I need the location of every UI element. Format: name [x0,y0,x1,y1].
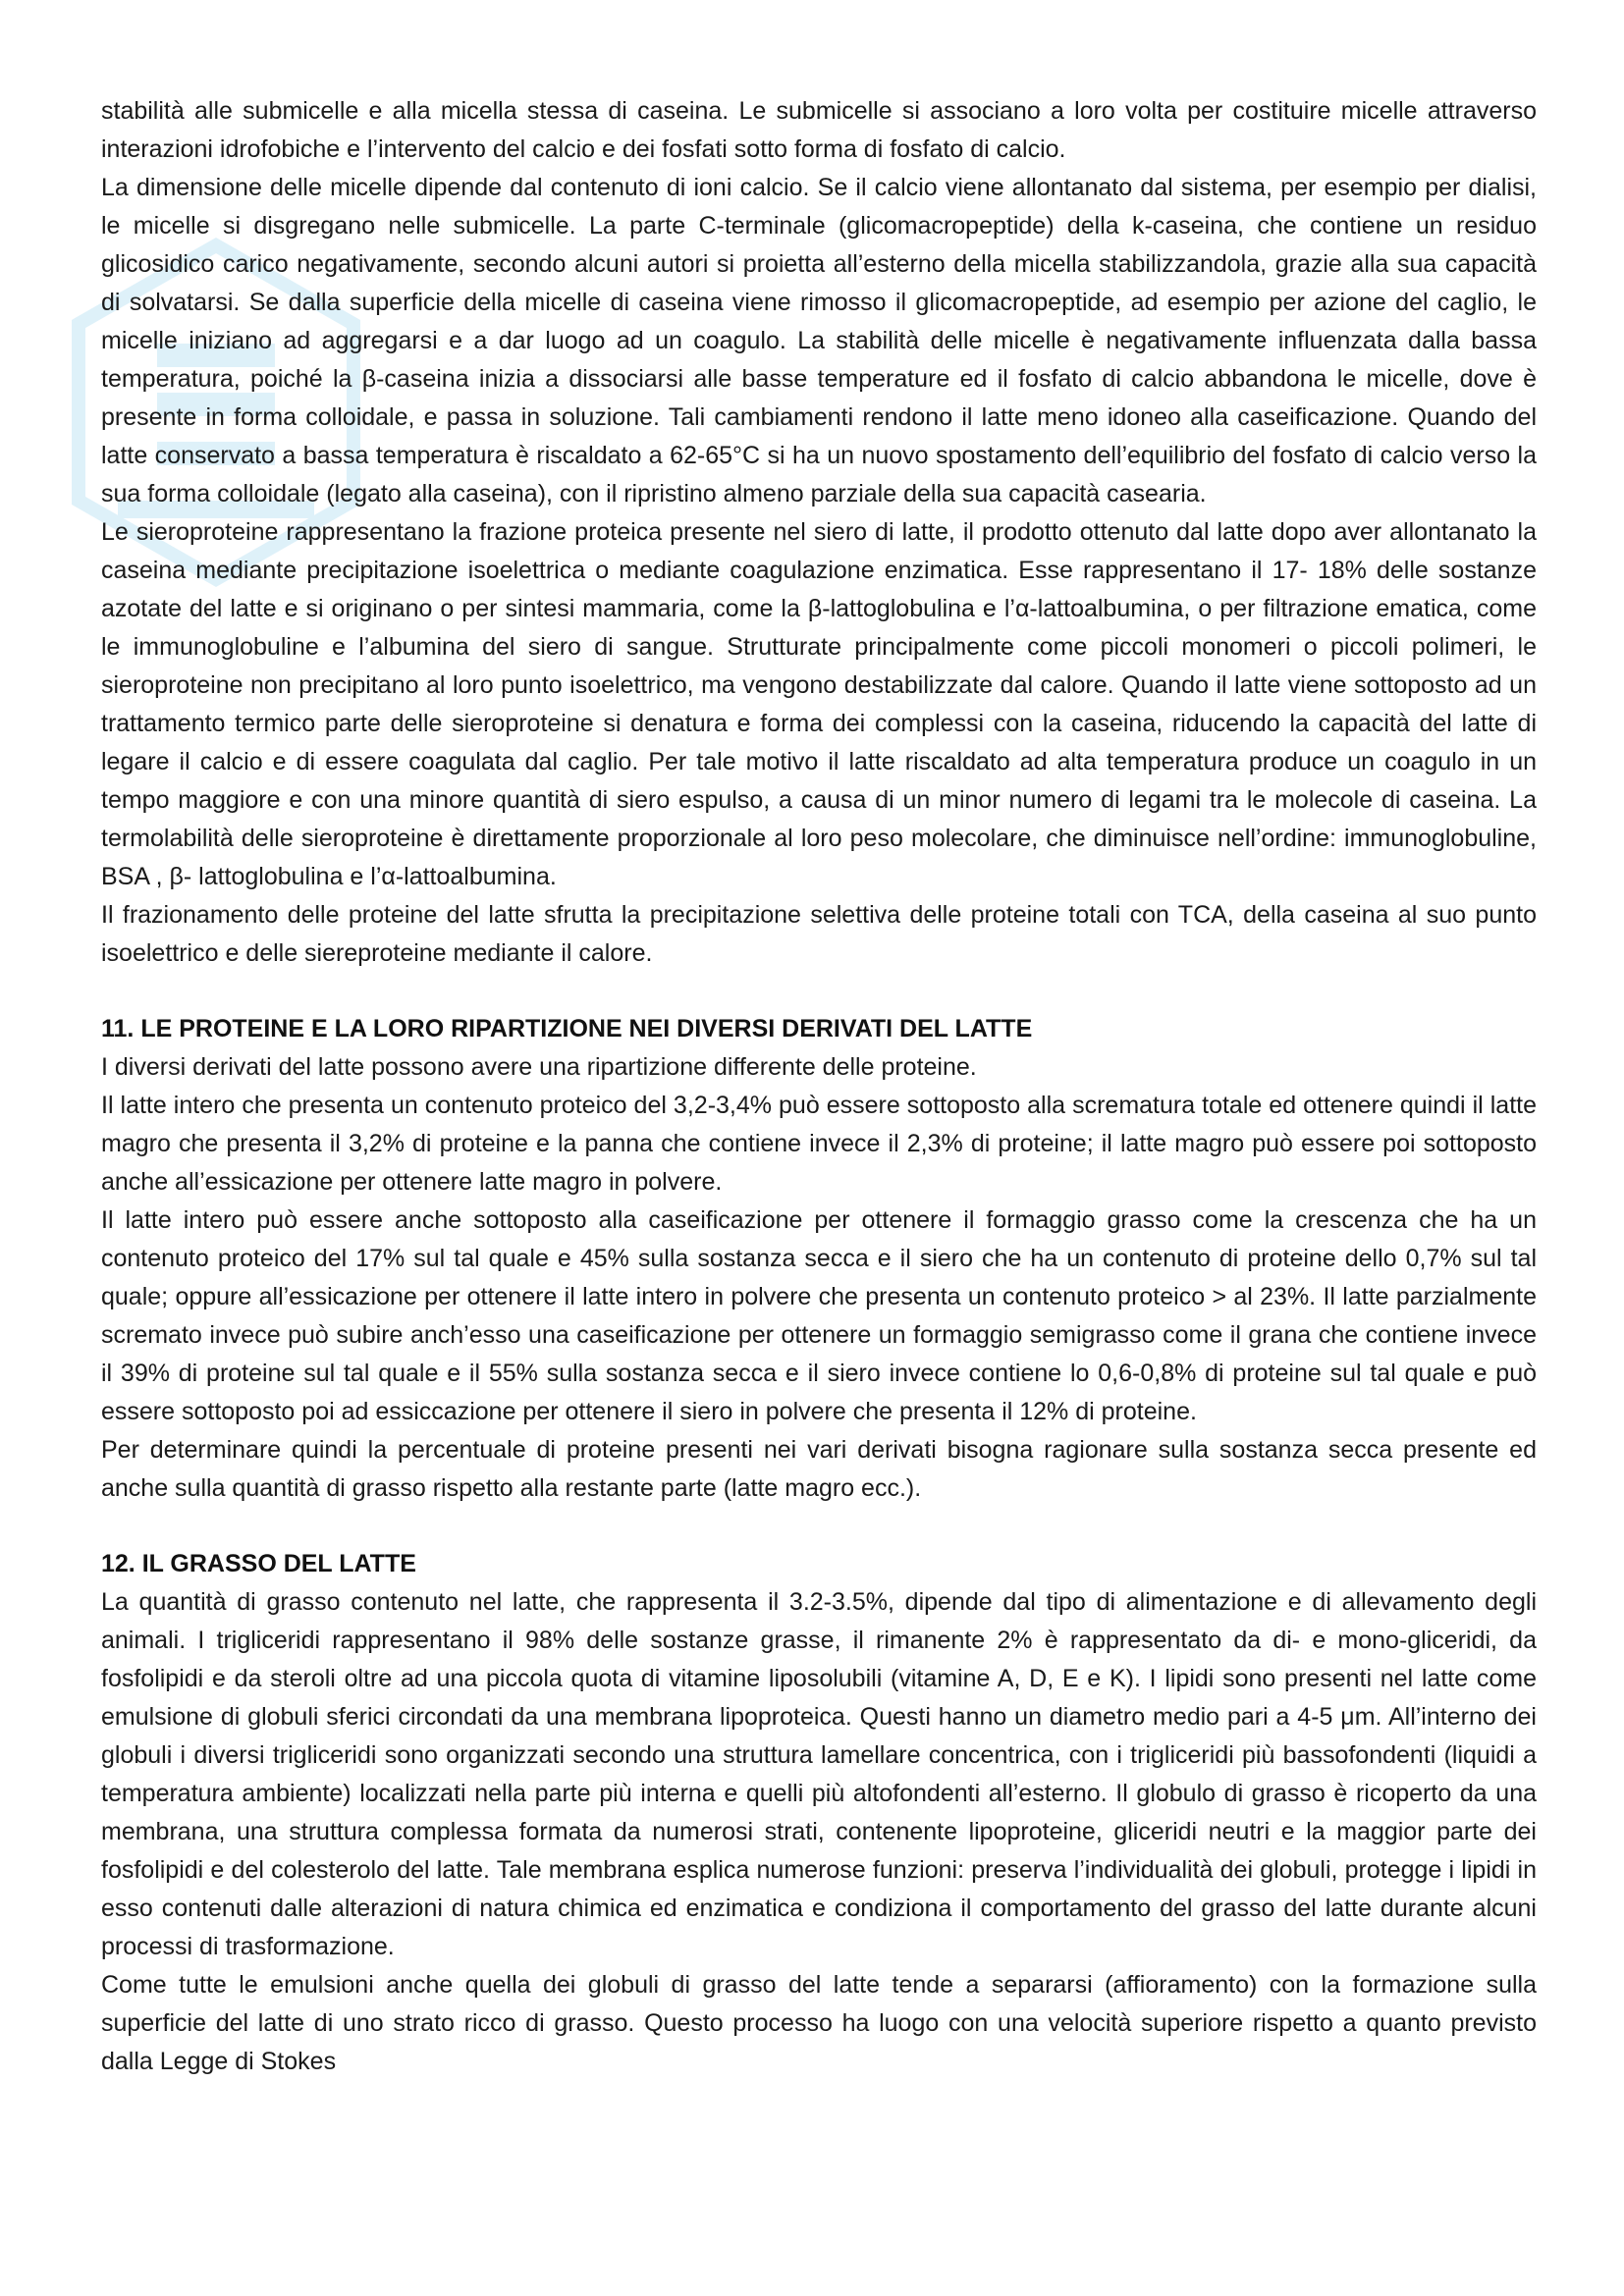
paragraph: Il latte intero può essere anche sottoposto alla caseificazione per ottenere il formaggio grasso come la crescenza che ha un contenuto proteico del 17% sul tal quale e 45% sulla sostanza secca e il siero che ha un contenuto di proteine dello 0,7% sul tal quale; oppure all’essicazione per ottenere il latte intero in polvere che presenta un contenuto proteico > al 23%. Il latte parzialmente scremato invece può subire anch’esso una caseificazione per ottenere un formaggio semigrasso come il grana che contiene invece il 39% di proteine sul tal quale e il 55% sulla sostanza secca e il siero invece contiene lo 0,6-0,8% di proteine sul tal quale e può essere sottoposto poi ad essiccazione per ottenere il siero in polvere che presenta il 12% di proteine. [101,1206,1537,1425]
paragraph: Come tutte le emulsioni anche quella dei globuli di grasso del latte tende a separarsi (affioramento) con la formazione sulla superficie del latte di uno strato ricco di grasso. Questo processo ha luogo con una velocità superiore rispetto a quanto previsto dalla Legge di Stokes [101,1971,1537,2075]
paragraph: La dimensione delle micelle dipende dal contenuto di ioni calcio. Se il calcio viene allontanato dal sistema, per esempio per dialisi, le micelle si disgregano nelle submicelle. La parte C-terminale (glicomacropeptide) della k-caseina, che contiene un residuo glicosidico carico negativamente, secondo alcuni autori si proietta all’esterno della micella stabilizzandola, grazie alla sua capacità di solvatarsi. Se dalla superficie della micelle di caseina viene rimosso il glicomacropeptide, ad esempio per azione del caglio, le micelle iniziano ad aggregarsi e a dar luogo ad un coagulo. La stabilità delle micelle è negativamente influenzata dalla bassa temperatura, poiché la β-caseina inizia a dissociarsi alle basse temperature ed il fosfato di calcio abbandona le micelle, dove è presente in forma colloidale, e passa in soluzione. Tali cambiamenti rendono il latte meno idoneo alla caseificazione. Quando del latte conservato a bassa temperatura è riscaldato a 62-65°C si ha un nuovo spostamento dell’equilibrio del fosfato di calcio verso la sua forma colloidale (legato alla caseina), con il ripristino almeno parziale della sua capacità casearia. [101,174,1537,507]
paragraph: Le sieroproteine rappresentano la frazione proteica presente nel siero di latte, il prodotto ottenuto dal latte dopo aver allontanato la caseina mediante precipitazione isoelettrica o mediante coagulazione enzimatica. Esse rappresentano il 17- 18% delle sostanze azotate del latte e si originano o per sintesi mammaria, come la β-lattoglobulina e l’α-lattoalbumina, o per filtrazione ematica, come le immunoglobuline e l’albumina del siero di sangue. Strutturate principalmente come piccoli monomeri o piccoli polimeri, le sieroproteine non precipitano al loro punto isoelettrico, ma vengono destabilizzate dal calore. Quando il latte viene sottoposto ad un trattamento termico parte delle sieroproteine si denatura e forma dei complessi con la caseina, riducendo la capacità del latte di legare il calcio e di essere coagulata dal caglio. Per tale motivo il latte riscaldato ad alta temperatura produce un coagulo in un tempo maggiore e con una minore quantità di siero espulso, a causa di un minor numero di legami tra le molecole di caseina. La termolabilità delle sieroproteine è direttamente proporzionale al loro peso molecolare, che diminuisce nell’ordine: immunoglobuline, BSA , β- lattoglobulina e l’α-lattoalbumina. [101,518,1537,890]
intro-section [101,92,1537,973]
section-11 [101,1010,1537,1508]
section-heading: 12. IL GRASSO DEL LATTE [101,1550,416,1577]
paragraph: Il latte intero che presenta un contenuto proteico del 3,2-3,4% può essere sottoposto alla scrematura totale ed ottenere quindi il latte magro che presenta il 3,2% di proteine e la panna che contiene invece il 2,3% di proteine; il latte magro può essere poi sottoposto anche all’essicazione per ottenere latte magro in polvere. [101,1092,1537,1196]
paragraph: stabilità alle submicelle e alla micella stessa di caseina. Le submicelle si associano a loro volta per costituire micelle attraverso interazioni idrofobiche e l’intervento del calcio e dei fosfati sotto forma di fosfato di calcio. [101,97,1537,163]
section-heading: 11. LE PROTEINE E LA LORO RIPARTIZIONE NEI DIVERSI DERIVATI DEL LATTE [101,1015,1033,1042]
document-page [101,92,1537,2081]
section-12 [101,1545,1537,2081]
paragraph: Il frazionamento delle proteine del latte sfrutta la precipitazione selettiva delle proteine totali con TCA, della caseina al suo punto isoelettrico e delle siereproteine mediante il calore. [101,901,1537,967]
paragraph: La quantità di grasso contenuto nel latte, che rappresenta il 3.2-3.5%, dipende dal tipo di alimentazione e di allevamento degli animali. I trigliceridi rappresentano il 98% delle sostanze grasse, il rimanente 2% è rappresentato da di- e mono-gliceridi, da fosfolipidi e da steroli oltre ad una piccola quota di vitamine liposolubili (vitamine A, D, E e K). I lipidi sono presenti nel latte come emulsione di globuli sferici circondati da una membrana lipoproteica. Questi hanno un diametro medio pari a 4-5 μm. All’interno dei globuli i diversi trigliceridi sono organizzati secondo una struttura lamellare concentrica, con i trigliceridi più bassofondenti (liquidi a temperatura ambiente) localizzati nella parte più interna e quelli più altofondenti all’esterno. Il globulo di grasso è ricoperto da una membrana, una struttura complessa formata da numerosi strati, contenente lipoproteine, gliceridi neutri e la maggior parte dei fosfolipidi e del colesterolo del latte. Tale membrana esplica numerose funzioni: preserva l’individualità dei globuli, protegge i lipidi in esso contenuti dalle alterazioni di natura chimica ed enzimatica e condiziona il comportamento del grasso del latte durante alcuni processi di trasformazione. [101,1588,1537,1960]
paragraph: I diversi derivati del latte possono avere una ripartizione differente delle proteine. [101,1053,977,1081]
paragraph: Per determinare quindi la percentuale di proteine presenti nei vari derivati bisogna ragionare sulla sostanza secca presente ed anche sulla quantità di grasso rispetto alla restante parte (latte magro ecc.). [101,1436,1537,1502]
